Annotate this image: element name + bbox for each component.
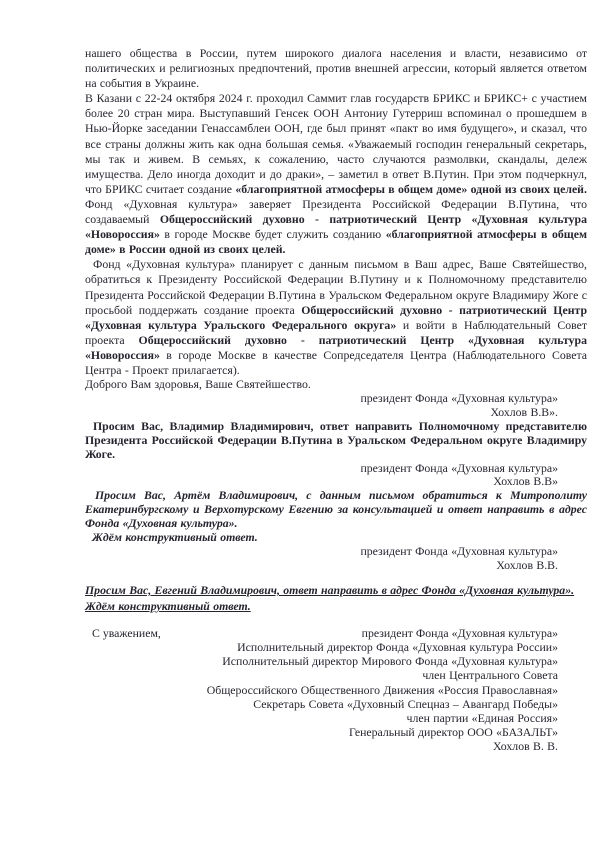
text-run: Просим Вас, Владимир Владимирович, ответ направить Полномочному представителю Президента Российской Федерации В.Путина в Уральском Федеральном округе Владимиру Жоге. [85,418,587,461]
text-run: В Казани с 22-24 октября 2024 г. проходил Саммит глав государств БРИКС и БРИКС+ с участием более 20 стран мира. Выступавший Генсек ООН Антониу Гутерриш вспоминал о прошедшем в Нью-Йорке заседании Генассамблеи ООН, где был принят «пакт во имя будущего», и сказал, что все страны должны жить как одна большая семья. «Уважаемый господин генеральный секретарь, мы так и живем. В семьях, к сожалению, часто случаются размолвки, скандалы, дележ имущества. Дело иногда доходит и до драки», – заметил в ответ В.Путин. При этом подчеркнул, что БРИКС считает создание [85,91,587,196]
fund-plan-paragraph [85,257,587,378]
signature-name-line [85,739,587,753]
underlined-request-section [85,582,587,614]
text-run: Доброго Вам здоровья, Ваше Святейшество. [85,377,311,392]
letter-content [85,46,587,753]
signature-title-line [85,711,587,725]
text-run: президент Фонда «Духовная культура» [360,390,558,405]
text-run: Фонд «Духовная культура» планирует с данным письмом в Ваш адрес, Ваше Святейшество, обратиться к Президенту Российской Федерации В.Путину и к Полномочному представителю Президента Российской Федерации В.Путина в Уральском Федеральном округе Владимиру Жоге с просьбой поддержать создание проекта [85,257,587,317]
text-run: Исполнительный директор Фонда «Духовная культура России» [237,640,558,655]
brics-summit-paragraph [85,91,587,197]
signature-name-line [85,475,587,489]
text-run: президент Фонда «Духовная культура» [360,460,558,475]
signature-title-line [85,462,587,476]
text-run: Фонд «Духовная культура» заверяет Президента Российской Федерации В.Путина, что создаваемый [85,196,587,227]
signature-name-line [85,559,587,573]
text-run: в городе Москве будет служить созданию [159,227,386,242]
signature-title-line [85,654,587,668]
signature-name-line [85,406,587,420]
closing-signature-section [85,626,587,753]
text-run: Секретарь Совета «Духовный Спецназ – Авангард Победы» [253,696,558,711]
text-run: Просим Вас, Артём Владимирович, с данным письмом обратиться к Митрополиту Екатеринбургскому и Верхотурскому Евгению за консультацией и ответ направить в адрес Фонда «Духовная культура». [85,488,587,531]
text-run: Ждём конструктивный ответ. [92,530,258,545]
request-artyom-paragraph [85,489,587,531]
awaiting-answer-line [85,598,587,614]
text-run: Хохлов В.В». [490,404,558,419]
body-paragraph-continuation [85,46,587,91]
signature-title-line [85,392,587,406]
text-run: президент Фонда «Духовная культура» [360,543,558,558]
closing-row [85,626,587,640]
text-run: Общероссийский духовно - патриотический Центр «Духовная культура «Новороссия» [85,212,587,242]
text-run: «благоприятной атмосферы в общем доме» в России одной из своих целей. [85,227,587,257]
text-run: Хохлов В. В. [493,738,558,753]
body-section [85,46,587,378]
signature-title-line [85,668,587,682]
text-run: Общероссийского Общественного Движения «Россия Православная» [206,682,558,697]
text-run: член партии «Единая Россия» [406,710,558,725]
text-run: Хохлов В.В. [496,557,558,572]
text-run: нашего общества в России, путем широкого диалога населения и власти, независимо от политических и религиозных предпочтений, против внешней агрессии, который является ответом на события в Украине. [85,46,587,91]
text-run: и войти в Наблюдательный Совет проекта [85,317,587,347]
request-vladimir-paragraph [85,420,587,462]
signature-title-line [85,697,587,711]
awaiting-answer-line [85,531,587,545]
text-run: Исполнительный директор Мирового Фонда «Духовная культура» [222,654,558,669]
request-evgeny-paragraph [85,582,587,598]
health-wish-line [85,378,587,392]
text-run: Хохлов В.В» [493,474,558,489]
text-run: Общероссийский духовно - патриотический Центр «Духовная культура Уральского Федерального округа» [85,302,588,332]
signature-title-line [85,725,587,739]
signature-title-line [85,683,587,697]
text-run: «благоприятной атмосферы в общем доме» одной из своих целей. [235,181,587,196]
text-run: Генеральный директор ООО «БАЗАЛЬТ» [348,724,558,739]
fund-assurance-paragraph [85,197,587,257]
text-run: в городе Москве в качестве Сопредседателя Центра (Наблюдательного Совета Центра - Проект прилагается). [85,347,587,377]
closing-salutation: С уважением, [92,626,161,641]
signature-title-line: президент Фонда «Духовная культура» [361,626,558,641]
text-run: Ждём конструктивный ответ. [85,598,251,613]
text-run: Общероссийский духовно - патриотический Центр «Духовная культура «Новороссия» [85,332,587,362]
signature-title-line [85,545,587,559]
signature-title-line [85,640,587,654]
text-run: Просим Вас, Евгений Владимирович, ответ направить в адрес Фонда «Духовная культура». [85,582,575,597]
text-run: член Центрального Совета [422,668,558,683]
requests-section [85,378,587,573]
